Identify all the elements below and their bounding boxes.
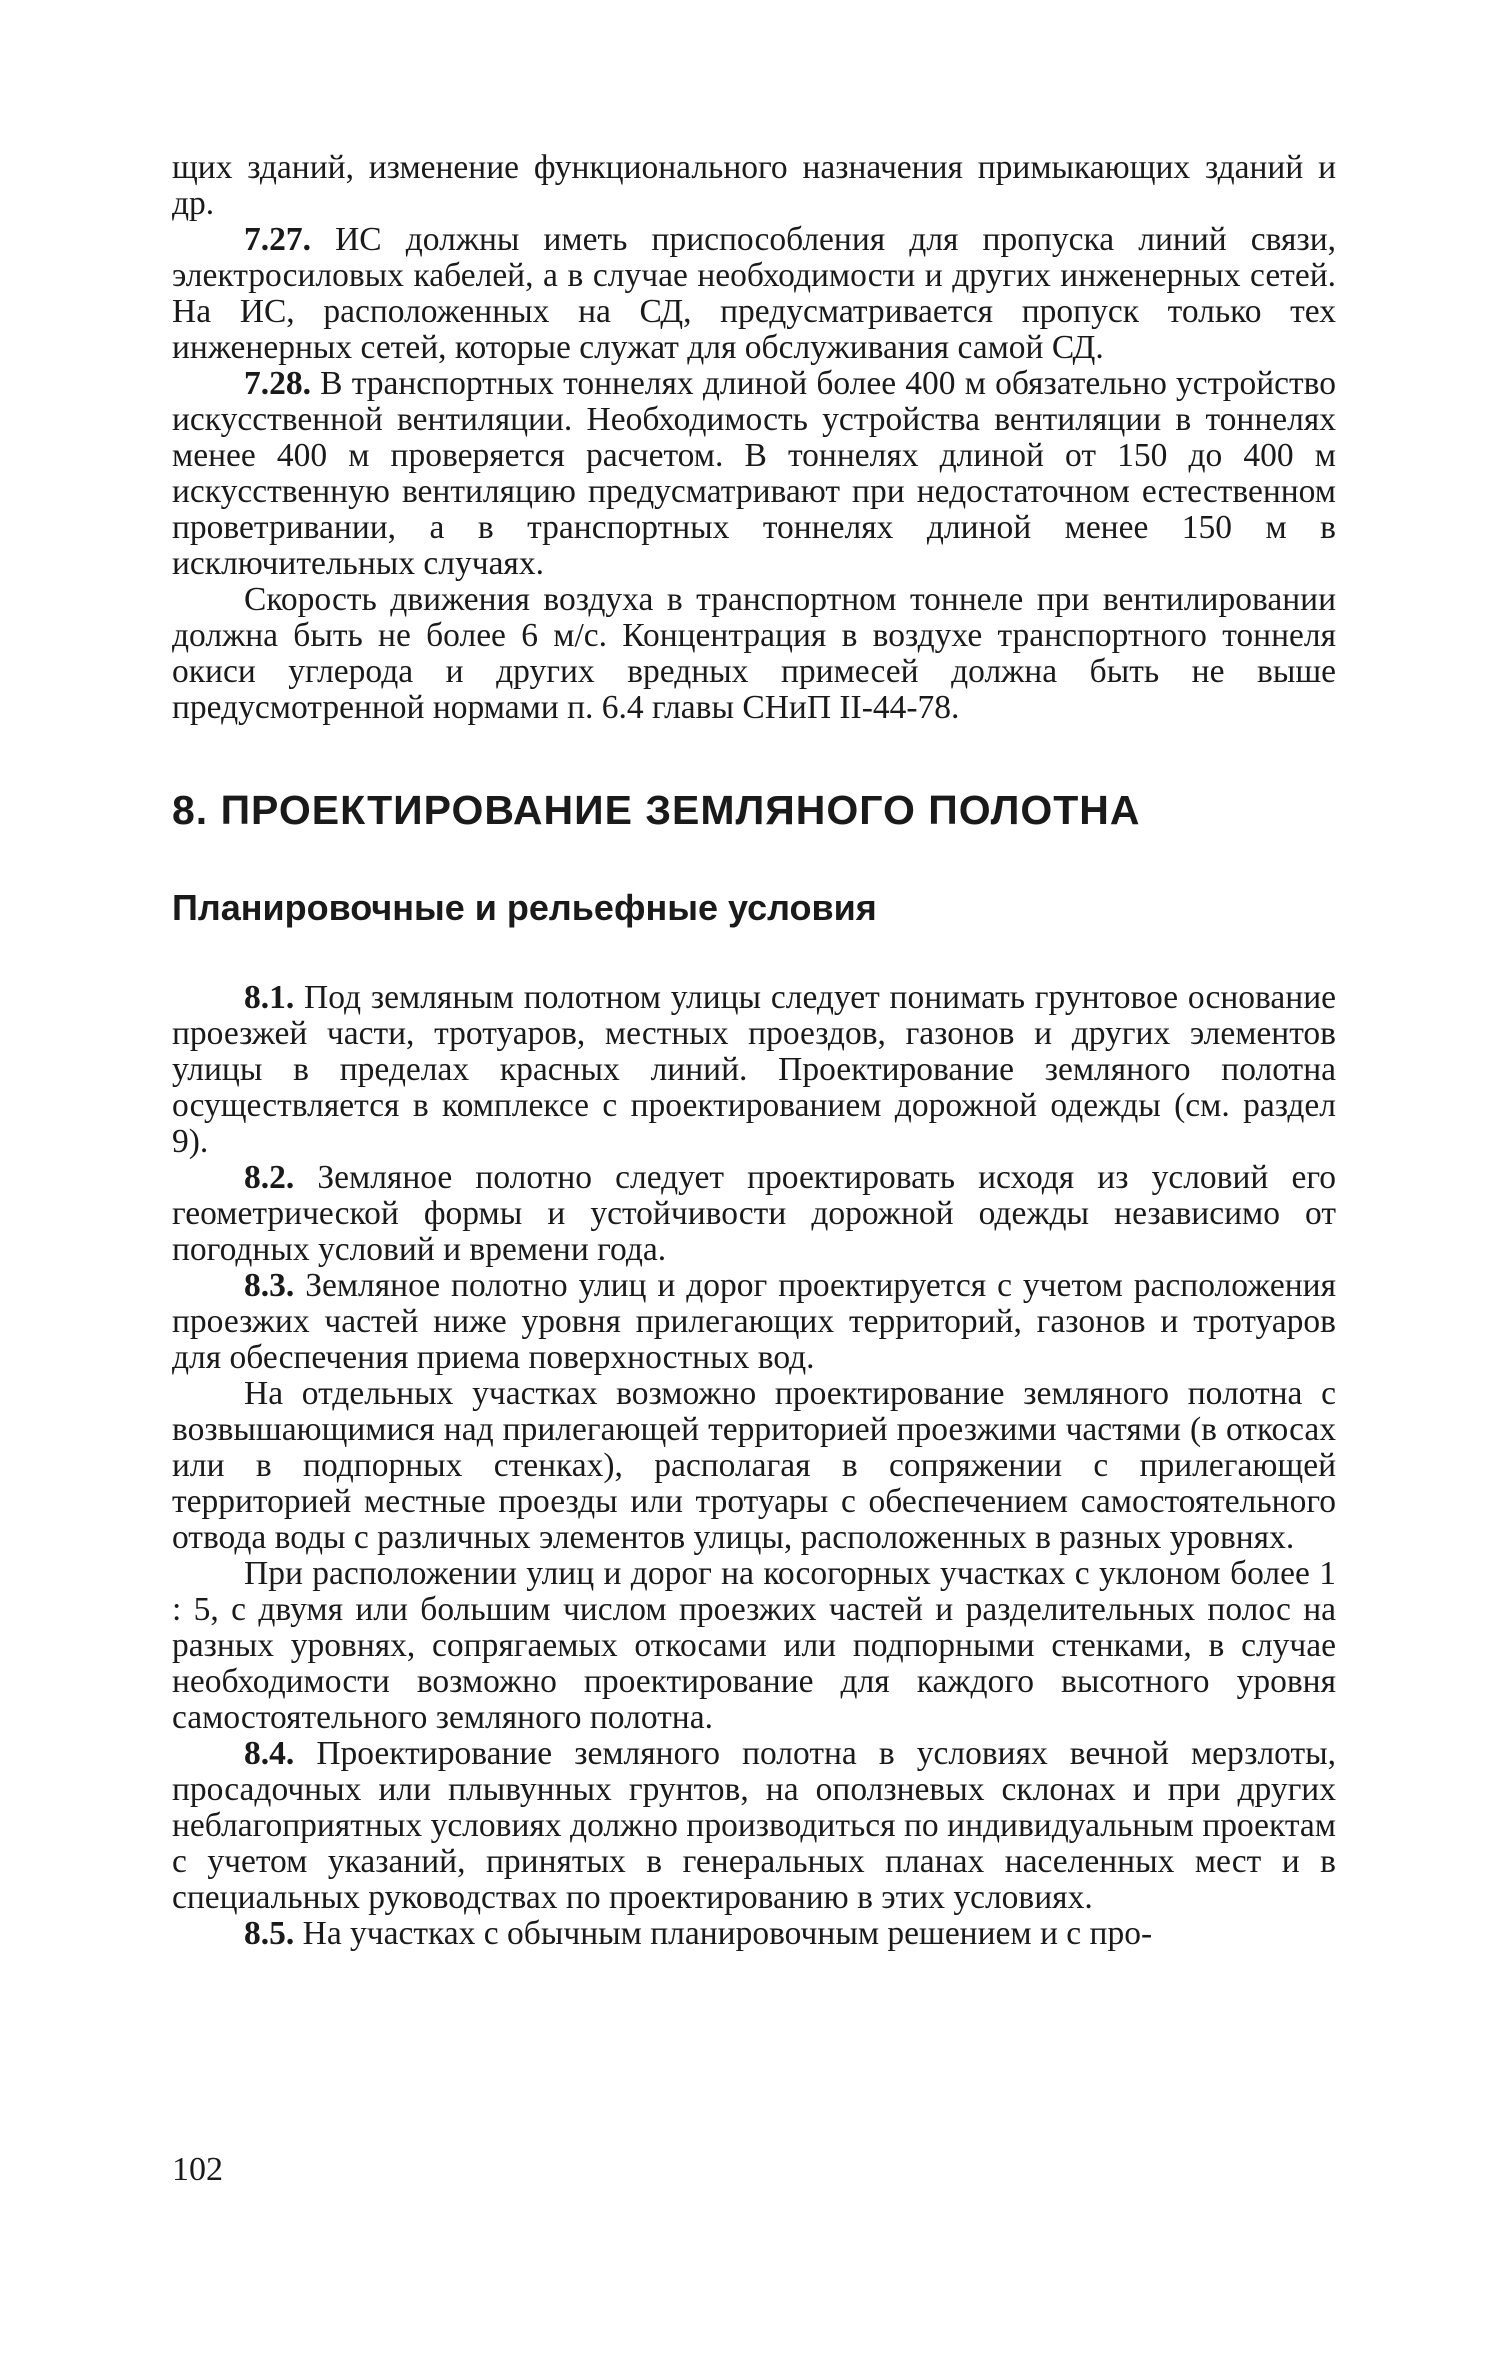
paragraph-8-3 — [172, 1268, 1336, 1376]
paragraph-7-28-air-speed: Скорость движения воздуха в транспортном тоннеле при вентилировании должна быть не более 6 м/с. Концентрация в воздухе транспортного тоннеля окиси углерода и других вредных примесей должна быть не выше предусмотренной нормами п. 6.4 главы СНиП II-44-78. — [172, 581, 1336, 726]
paragraph-8-2 — [172, 1160, 1336, 1268]
clause-text: Под земляным полотном улицы следует понимать грунтовое основание проезжей части, тротуаров, местных проездов, газонов и других элементов улицы в пределах красных линий. Проектирование земляного полотна осуществляется в комплексе с проектированием дорожной одежды (см. раздел 9). — [172, 979, 1336, 1160]
clause-number: 7.27. — [244, 221, 311, 258]
clause-number: 8.4. — [244, 1735, 295, 1772]
paragraph-8-5 — [172, 1916, 1336, 1952]
paragraph-7-27 — [172, 222, 1336, 366]
paragraph-8-3-elevated: На отдельных участках возможно проектирование земляного полотна с возвышающимися над прилегающей территорией проезжими частями (в откосах или в подпорных стенках), располагая в сопряжении с прилегающей территорией местные проезды или тротуары с обеспечением самостоятельного отвода воды с различных элементов улицы, расположенных в разных уровнях. — [172, 1375, 1336, 1556]
page-number: 102 — [172, 2151, 223, 2188]
clause-number: 8.5. — [244, 1915, 295, 1952]
clause-text: На участках с обычным планировочным решением и с про- — [294, 1915, 1153, 1952]
paragraph-8-4 — [172, 1736, 1336, 1916]
paragraph-7-28 — [172, 366, 1336, 582]
clause-text: Земляное полотно следует проектировать исходя из условий его геометрической формы и устойчивости дорожной одежды независимо от погодных условий и времени года. — [172, 1159, 1336, 1268]
clause-text: Проектирование земляного полотна в условиях вечной мерзлоты, просадочных или плывунных грунтов, на оползневых склонах и при других неблагоприятных условиях должно производиться по индивидуальным проектам с учетом указаний, принятых в генеральных планах населенных мест и в специальных руководствах по проектированию в этих условиях. — [172, 1735, 1336, 1916]
clause-text: Земляное полотно улиц и дорог проектируется с учетом расположения проезжих частей ниже уровня прилегающих территорий, газонов и тротуаров для обеспечения приема поверхностных вод. — [172, 1267, 1336, 1376]
paragraph-8-1 — [172, 980, 1336, 1160]
paragraph-8-3-slopes: При расположении улиц и дорог на косогорных участках с уклоном более 1 : 5, с двумя или большим числом проезжих частей и разделительных полос на разных уровнях, сопрягаемых откосами или подпорными стенками, в случае необходимости возможно проектирование для каждого высотного уровня самостоятельного земляного полотна. — [172, 1555, 1336, 1736]
clause-text: ИС должны иметь приспособления для пропуска линий связи, электросиловых кабелей, а в случае необходимости и других инженерных сетей. На ИС, расположенных на СД, предусматривается пропуск только тех инженерных сетей, которые служат для обслуживания самой СД. — [172, 221, 1336, 366]
page-body — [172, 150, 1336, 1952]
clause-number: 8.2. — [244, 1159, 295, 1196]
section-title: 8. ПРОЕКТИРОВАНИЕ ЗЕМЛЯНОГО ПОЛОТНА — [172, 787, 1141, 833]
clause-number: 8.1. — [244, 979, 295, 1016]
clause-number: 8.3. — [244, 1267, 295, 1304]
clause-text: В транспортных тоннелях длиной более 400 м обязательно устройство искусственной вентиляции. Необходимость устройства вентиляции в тоннелях менее 400 м проверяется расчетом. В тоннелях длиной от 150 до 400 м искусственную вентиляцию предусматривают при недостаточном естественном проветривании, а в транспортных тоннелях длиной менее 150 м в исключительных случаях. — [172, 365, 1336, 582]
paragraph-continuation: щих зданий, изменение функционального назначения примыкающих зданий и др. — [172, 149, 1336, 222]
clause-number: 7.28. — [244, 365, 311, 402]
subsection-title: Планировочные и рельефные условия — [172, 887, 877, 928]
